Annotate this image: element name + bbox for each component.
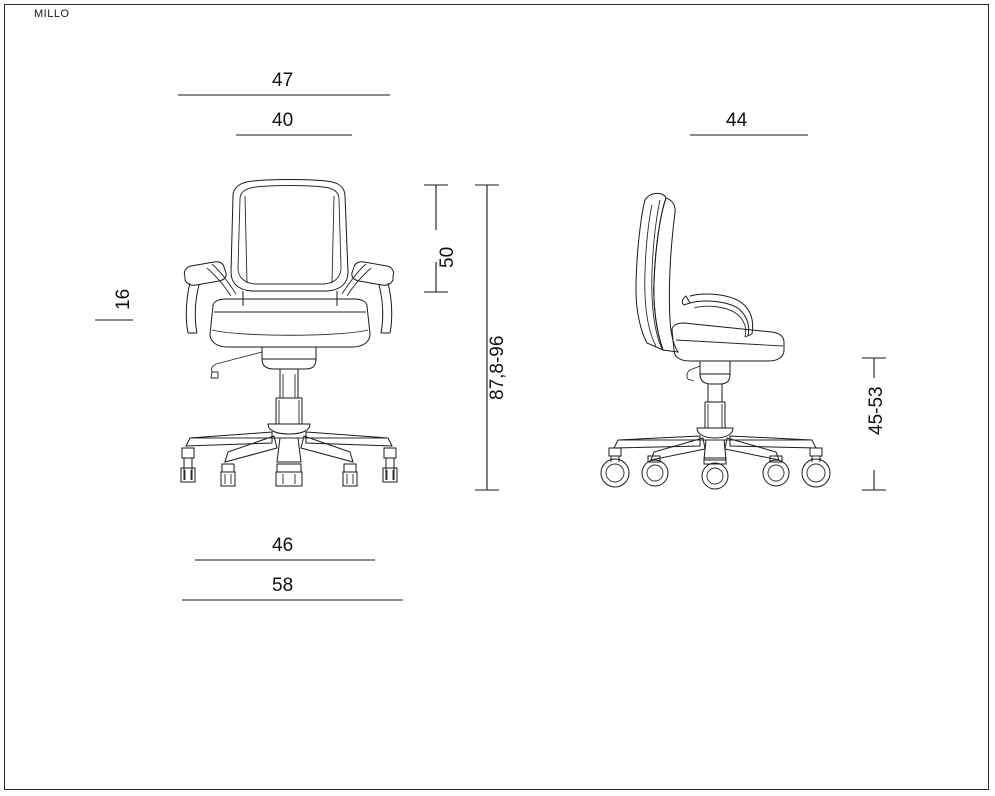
dimension-base-width-inner: 46 [272,535,294,556]
dimension-front-width-inner: 40 [272,110,294,131]
dimension-line-total-height [475,185,499,490]
dimension-front-width-outer: 47 [272,70,294,91]
dimension-lines-front-top [178,95,390,135]
side-elevation-chair [601,193,830,489]
dimension-backrest-height: 50 [437,246,458,268]
dimension-total-height: 87,8-96 [487,335,508,400]
dimension-line-backrest-height [424,185,448,292]
dimension-armrest-height: 16 [113,288,134,310]
dimension-line-seat-height-range [862,358,886,490]
dimension-seat-height-range: 45-53 [866,386,887,435]
dimension-base-width-outer: 58 [272,575,294,596]
front-elevation-chair [181,180,397,487]
dimension-seat-depth: 44 [726,110,748,131]
product-name-label: MILLO [34,8,70,20]
dimension-lines-front-bottom [182,560,403,600]
front-castors [181,448,397,486]
side-castors [601,448,830,489]
